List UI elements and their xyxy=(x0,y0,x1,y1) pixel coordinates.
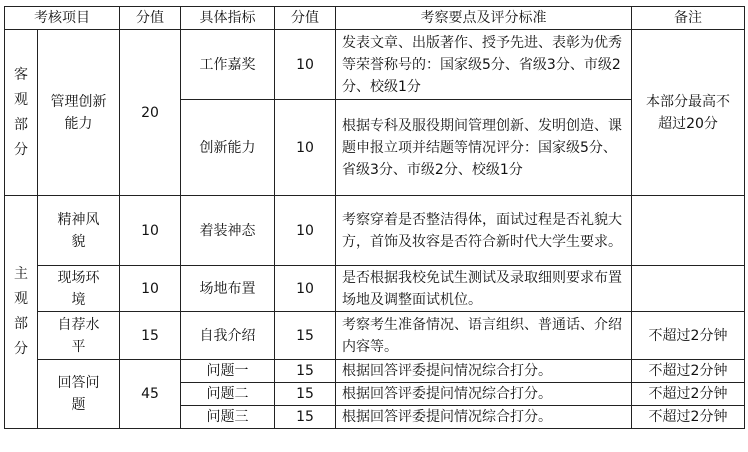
subjective-category: 主观部分 xyxy=(5,196,38,429)
header-remarks: 备注 xyxy=(632,7,745,30)
answer-remark-2: 不超过2分钟 xyxy=(632,383,745,406)
header-score: 分值 xyxy=(120,7,181,30)
answer-indicator-1: 问题一 xyxy=(181,360,275,383)
objective-indicator-2: 创新能力 xyxy=(181,100,275,196)
answer-indicator-score-3: 15 xyxy=(275,406,336,429)
subjective-indicator-3: 自我介绍 xyxy=(181,312,275,360)
header-criteria: 考察要点及评分标准 xyxy=(336,7,632,30)
objective-row-1 xyxy=(5,30,745,100)
answer-indicator-2: 问题二 xyxy=(181,383,275,406)
subjective-remark-3: 不超过2分钟 xyxy=(632,312,745,360)
objective-indicator-score-2: 10 xyxy=(275,100,336,196)
subjective-indicator-score-3: 15 xyxy=(275,312,336,360)
subjective-row-3 xyxy=(5,312,745,360)
subjective-remark-2 xyxy=(632,266,745,312)
answer-criteria-3: 根据回答评委提问情况综合打分。 xyxy=(336,406,632,429)
subjective-row-2 xyxy=(5,266,745,312)
objective-criteria-2: 根据专科及服役期间管理创新、发明创造、课题申报立项并结题等情况评分：国家级5分、省级3分、市级2分、校级1分 xyxy=(336,100,632,196)
header-item: 考核项目 xyxy=(5,7,120,30)
objective-item: 管理创新能力 xyxy=(38,30,120,196)
subjective-item-1: 精神风貌 xyxy=(38,196,120,266)
answer-item: 回答问题 xyxy=(38,360,120,429)
answer-score: 45 xyxy=(120,360,181,429)
answer-indicator-score-2: 15 xyxy=(275,383,336,406)
objective-category: 客观部分 xyxy=(5,30,38,196)
assessment-table xyxy=(4,6,745,429)
objective-remark: 本部分最高不超过20分 xyxy=(632,30,745,196)
subjective-item-3: 自荐水平 xyxy=(38,312,120,360)
answer-remark-1: 不超过2分钟 xyxy=(632,360,745,383)
header-row xyxy=(5,7,745,30)
subjective-score-2: 10 xyxy=(120,266,181,312)
header-indicator: 具体指标 xyxy=(181,7,275,30)
answer-indicator-score-1: 15 xyxy=(275,360,336,383)
subjective-criteria-2: 是否根据我校免试生测试及录取细则要求布置场地及调整面试机位。 xyxy=(336,266,632,312)
answer-criteria-1: 根据回答评委提问情况综合打分。 xyxy=(336,360,632,383)
subjective-indicator-score-2: 10 xyxy=(275,266,336,312)
subjective-indicator-1: 着装神态 xyxy=(181,196,275,266)
answer-indicator-3: 问题三 xyxy=(181,406,275,429)
answer-criteria-2: 根据回答评委提问情况综合打分。 xyxy=(336,383,632,406)
subjective-item-2: 现场环境 xyxy=(38,266,120,312)
subjective-row-1 xyxy=(5,196,745,266)
subjective-remark-1 xyxy=(632,196,745,266)
answer-remark-3: 不超过2分钟 xyxy=(632,406,745,429)
subjective-criteria-1: 考察穿着是否整洁得体，面试过程是否礼貌大方，首饰及妆容是否符合新时代大学生要求。 xyxy=(336,196,632,266)
subjective-score-1: 10 xyxy=(120,196,181,266)
objective-indicator-1: 工作嘉奖 xyxy=(181,30,275,100)
header-score-2: 分值 xyxy=(275,7,336,30)
subjective-criteria-3: 考察考生准备情况、语言组织、普通话、介绍内容等。 xyxy=(336,312,632,360)
subjective-indicator-2: 场地布置 xyxy=(181,266,275,312)
subjective-score-3: 15 xyxy=(120,312,181,360)
objective-score: 20 xyxy=(120,30,181,196)
subjective-indicator-score-1: 10 xyxy=(275,196,336,266)
objective-indicator-score-1: 10 xyxy=(275,30,336,100)
objective-criteria-1: 发表文章、出版著作、授予先进、表彰为优秀等荣誉称号的：国家级5分、省级3分、市级2分、校级1分 xyxy=(336,30,632,100)
assessment-sheet xyxy=(4,6,744,447)
answer-row-1 xyxy=(5,360,745,383)
